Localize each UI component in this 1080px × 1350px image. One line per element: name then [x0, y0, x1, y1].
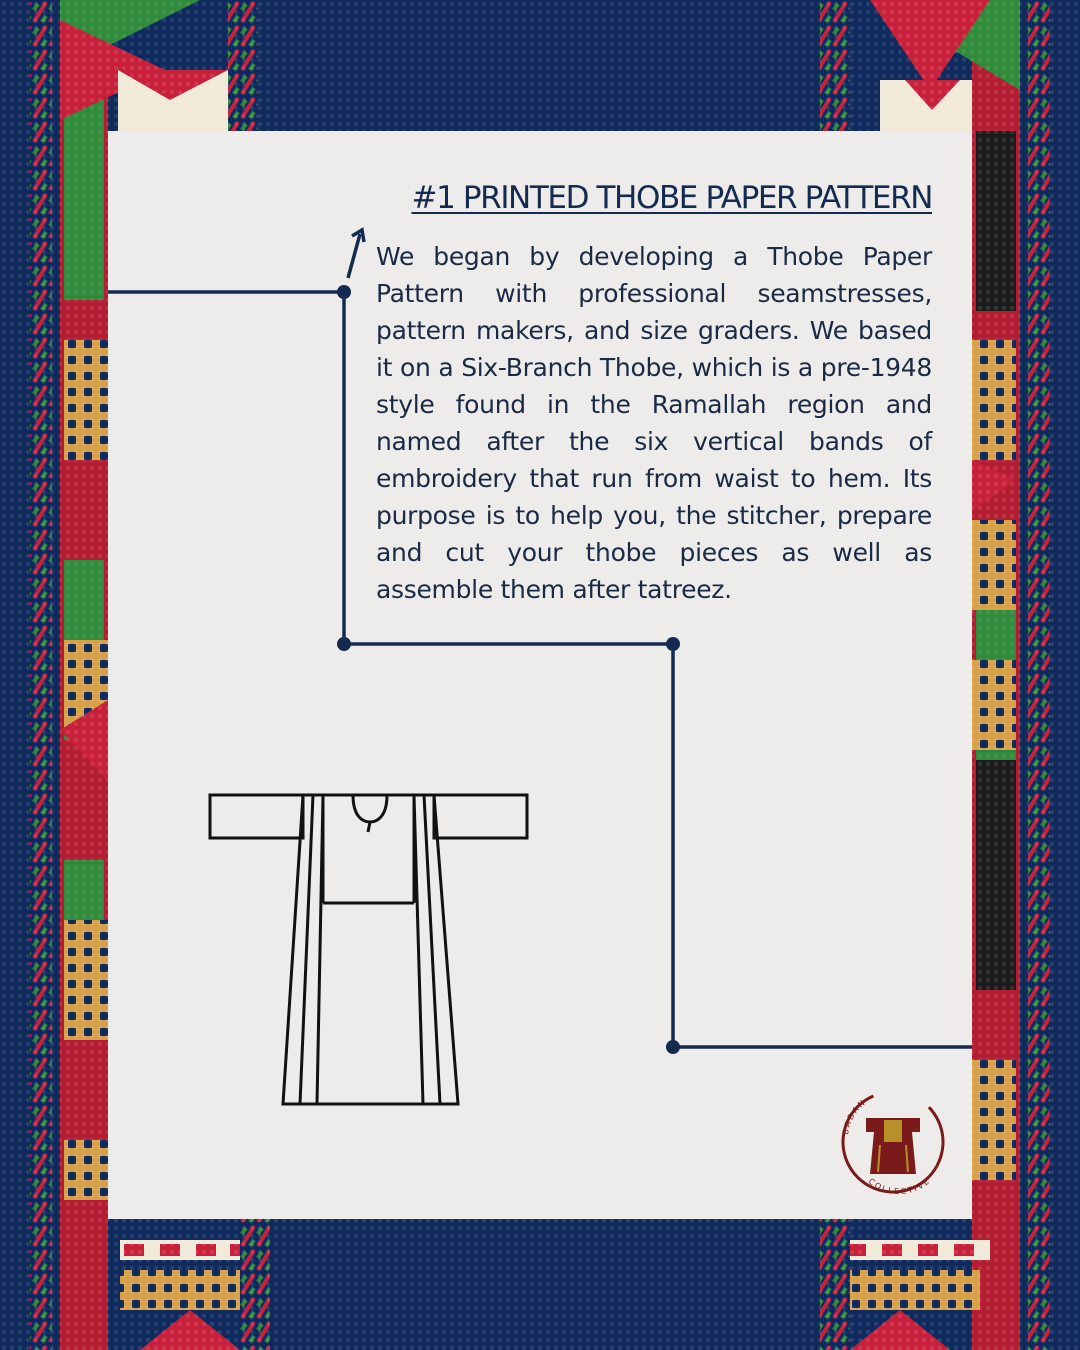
logo-top-text: BADAN [840, 1097, 869, 1136]
logo-bottom-text: COLLECTIVE [866, 1175, 933, 1197]
description-text: We began by developing a Thobe Paper Pattern with professional seamstresses, pattern makers, and size graders. We based it on a Six-Branch Thobe, which is a pre-1948 style found in the Ramallah region and named after the six vertical bands of embroidery that run from waist to hem. Its purpose is to help you, the stitcher, prepare and cut your thobe pieces as well as assemble them after tatreez. [376, 242, 932, 604]
page-title: #1 PRINTED THOBE PAPER PATTERN [411, 180, 932, 216]
